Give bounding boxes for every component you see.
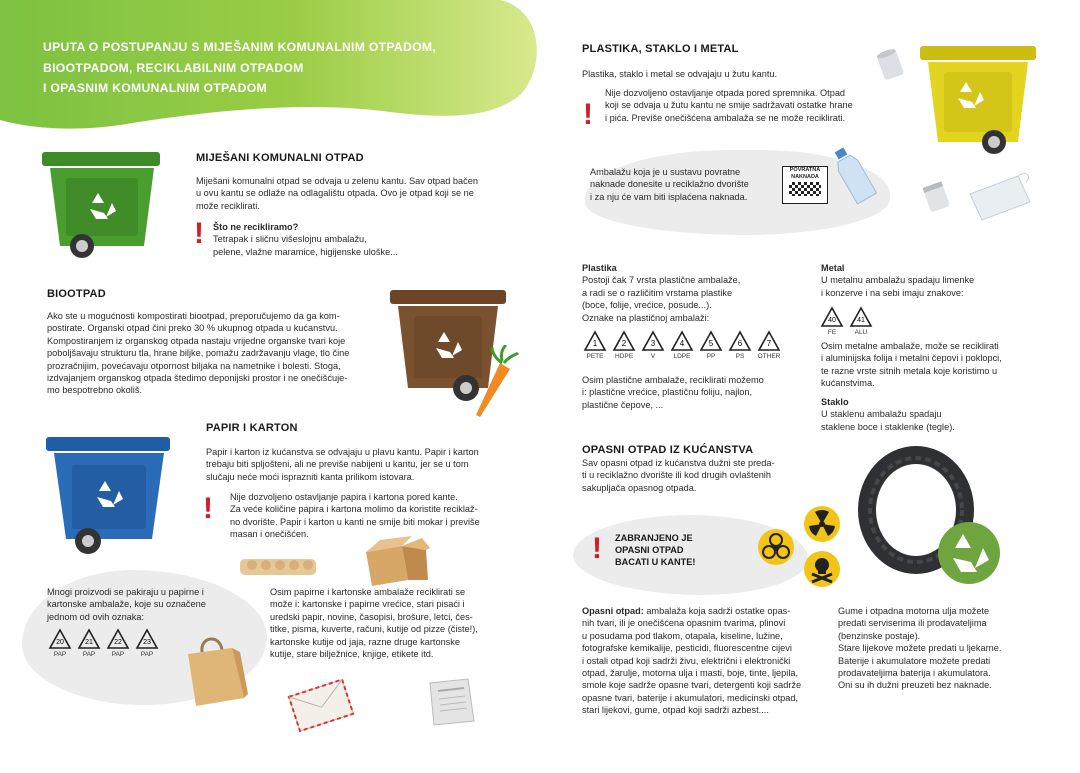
- paper-text: [206, 446, 526, 483]
- paper-recycle-line: Osim papirne i kartonske ambalaže reciklirati se: [270, 587, 466, 597]
- plastic-code-symbol: [757, 330, 781, 360]
- metal-code-number: 41: [857, 317, 865, 324]
- can-icon: [872, 46, 908, 82]
- paper-warning-line: no dvorište. Papir i karton u kanti ne smije biti mokar i previše: [230, 516, 480, 527]
- paper-codes-line: Mnogi proizvodi se pakiraju u papirne i: [47, 587, 204, 597]
- plastika-line: Postoji čak 7 vrsta plastične ambalaže,: [582, 275, 741, 286]
- plastika-extra-line: i: plastične vrećice, plastičnu foliju, najlon,: [582, 387, 753, 398]
- metal-line: i konzerve i na sebi imaju znakove:: [821, 287, 964, 298]
- plastic-code-symbol: [670, 330, 694, 360]
- plastic-code-symbol: [612, 330, 636, 360]
- bio-text-line: prozračnijim, povećavaju otpornost biljaka na nametnike i bolesti. Stoga,: [47, 360, 341, 371]
- hazard-detail-line: otpad, žarulje, motorna ulja i masti, boje, tinte, ljepila,: [582, 668, 799, 679]
- page-title: [43, 37, 436, 99]
- paper-text-line: slučaju neće moći isprazniti kanta prilikom istovara.: [206, 471, 415, 482]
- warning-exclamation-icon: !: [203, 492, 213, 525]
- banned-line: OPASNI OTPAD: [615, 545, 684, 555]
- hazard-right-line: Stare lijekove možete predati u ljekarne.: [838, 643, 1002, 654]
- hazard-title: OPASNI OTPAD IZ KUĆANSTVA: [582, 444, 754, 456]
- plastic-code-list: [583, 330, 786, 360]
- plastic-code-label: PS: [735, 353, 745, 360]
- metal-extra-line: Osim metalne ambalaže, može se reciklirati: [821, 341, 999, 351]
- paper-recycle-line: kartonske kutije od jaja, razne druge kartonske: [270, 636, 460, 647]
- paper-code-label: PAP: [111, 651, 125, 658]
- deposit-sign-line: NAKNADA: [791, 173, 819, 180]
- mixed-text-line: u ovu kantu se odlaže na odlagalištu otpada. Ovo je otpad koji se ne: [196, 188, 474, 199]
- blue-bin-icon: [44, 435, 174, 557]
- mixed-warning-line: pelene, vlažne maramice, higijenske uloške...: [213, 246, 398, 257]
- hazard-detail-line: smole koje sadrže opasne tvari, detergenti koji sadrže: [582, 680, 802, 691]
- paper-code-number: 23: [143, 639, 151, 646]
- plastic-warning-line: Nije dozvoljeno ostavljanje otpada pored spremnika. Otpad: [605, 88, 846, 98]
- plastic-title: PLASTIKA, STAKLO I METAL: [582, 43, 739, 55]
- plastic-warning-line: i pića. Previše onečišćena ambalaža se ne može reciklirati.: [605, 112, 846, 123]
- deposit-text-line: naknade donesite u reciklažno dvorište: [590, 179, 749, 190]
- plastic-bag-icon: [964, 170, 1036, 224]
- metal-code-symbol: [849, 306, 873, 336]
- paper-code-list: [48, 628, 164, 658]
- paper-codes-line: kartonske ambalaže, koje su označene: [47, 599, 206, 610]
- yellow-bin-icon: [918, 44, 1038, 160]
- plastic-warning: [605, 87, 885, 124]
- paper-recycle-line: kutije, stare bilježnice, knjige, etikete itd.: [270, 649, 434, 660]
- metal-block: [821, 262, 1041, 299]
- egg-carton-icon: [238, 553, 318, 579]
- bio-text-line: izdvajanjem organskog otpada štedimo deponijski prostor i ne onečišćuje-: [47, 373, 348, 384]
- hazard-detail-line: fotografske kemikalije, pesticidi, fluorescentne cijevi: [582, 643, 792, 654]
- plastika-line: Oznake na plastičnoj ambalaži:: [582, 312, 710, 323]
- mixed-warning: [213, 221, 513, 258]
- paper-code-symbol: [48, 628, 72, 658]
- metal-code-label: ALU: [854, 329, 868, 336]
- paper-code-symbol: [106, 628, 130, 658]
- banned-text: [615, 532, 695, 568]
- paper-code-label: PAP: [53, 651, 67, 658]
- plastic-code-label: PETE: [586, 353, 604, 360]
- paper-code-symbol: [77, 628, 101, 658]
- hazard-detail-first-text: ambalaža koja sadrži ostatke opas-: [643, 606, 791, 616]
- hazard-right-line: predati serviserima ili prodavateljima: [838, 618, 987, 629]
- bio-text-line: postirate. Organski otpad čini preko 30 % ukupnog otpada u kućanstvu.: [47, 323, 338, 334]
- glass-line: staklene boce i staklenke (tegle).: [821, 421, 955, 432]
- paper-text-line: Papir i karton iz kućanstva se odvajaju u plavu kantu. Papir i karton: [206, 447, 479, 457]
- hazard-right-line: Oni su ih dužni preuzeti bez naknade.: [838, 680, 992, 691]
- paper-recycle-line: može i: kartonske i papirne vrećice, stari pisaći i: [270, 599, 465, 610]
- plastic-code-label: LDPE: [673, 353, 691, 360]
- metal-extra: [821, 340, 1041, 390]
- hazard-text: [582, 457, 822, 494]
- plastic-code-label: PP: [706, 353, 716, 360]
- cardbox-icon: [360, 536, 432, 588]
- bio-text-line: mo bespotrebno okoliš.: [47, 385, 142, 396]
- glass-line: U staklenu ambalažu spadaju: [821, 409, 942, 420]
- paper-warning-line: Nije dozvoljeno ostavljanje papira i kartona pored kante.: [230, 492, 458, 502]
- banned-line: ZABRANJENO JE: [615, 533, 693, 543]
- bio-text-line: Ako ste u mogućnosti kompostirati biootpad, preporučujemo da ga kom-: [47, 311, 340, 321]
- bio-text: [47, 310, 387, 397]
- hazard-detail-line: i ostali otpad koji sadrži živu, električni i elektronički: [582, 655, 791, 666]
- paper-code-number: 21: [85, 639, 93, 646]
- plastic-code-number: 4: [679, 339, 685, 348]
- hazard-right-line: Gume i otpadna motorna ulja možete: [838, 606, 990, 616]
- plastic-code-number: 6: [737, 339, 743, 348]
- plastic-code-number: 7: [766, 339, 772, 348]
- hazard-detail: [582, 605, 822, 717]
- hazard-detail-label: Opasni otpad:: [582, 606, 644, 616]
- paper-recycle-line: uredski papir, novine, časopisi, brošure, letci, čes-: [270, 611, 473, 622]
- bio-text-line: Kompostiranjem iz organskog otpada nastaju vrijedne organske tvari koje: [47, 335, 346, 346]
- deposit-text-line: Ambalažu koja je u sustavu povratne: [590, 167, 741, 177]
- mixed-text-line: može reciklirati.: [196, 200, 260, 211]
- hazard-right-line: prodavateljima baterija i akumulatora.: [838, 668, 991, 679]
- hazard-right-line: Baterije i akumulatore možete predati: [838, 655, 991, 666]
- hazard-right: [838, 605, 1058, 692]
- hazard-detail-first: [582, 605, 822, 617]
- mixed-title: MIJEŠANI KOMUNALNI OTPAD: [196, 152, 364, 164]
- carrot-icon: [470, 345, 520, 420]
- plastika-extra-line: Osim plastične ambalaže, reciklirati možemo: [582, 375, 764, 385]
- page-title-line-2: BIOOTPADOM, RECIKLABILNIM OTPADOM: [43, 60, 304, 75]
- hazard-text-line: sakupljača opasnog otpada.: [582, 482, 697, 493]
- paper-code-symbol: [135, 628, 159, 658]
- hazard-text-line: Sav opasni otpad iz kućanstva dužni ste preda-: [582, 458, 775, 468]
- mixed-warning-title: Što ne recikliramo?: [213, 222, 299, 232]
- deposit-text: [590, 166, 780, 203]
- page-title-line-3: I OPASNIM KOMUNALNIM OTPADOM: [43, 81, 267, 95]
- paper-codes-text: [47, 586, 257, 623]
- plastic-code-number: 3: [650, 339, 656, 348]
- plastika-line: a radi se o različitim vrstama plastike: [582, 287, 733, 298]
- metal-code-number: 40: [828, 317, 836, 324]
- paper-warning: [230, 491, 530, 541]
- plastic-bottle-icon: [834, 140, 880, 206]
- metal-code-symbol: [820, 306, 844, 336]
- plastika-title: Plastika: [582, 263, 617, 273]
- plastic-code-label: V: [650, 353, 656, 360]
- paper-recycle-text: [270, 586, 520, 660]
- hazard-text-line: ti u reciklažno dvorište ili kod drugih ovlaštenih: [582, 470, 771, 481]
- hazard-detail-line: stari lijekovi, gume, otpad koji sadrži azbest....: [582, 705, 769, 716]
- plastika-line: (boce, folije, vrećice, posude...).: [582, 300, 712, 311]
- poison-skull-icon: [803, 550, 841, 588]
- newspaper-icon: [424, 675, 480, 729]
- plastic-code-label: OTHER: [757, 353, 781, 360]
- plastika-extra-line: plastične čepove, ...: [582, 399, 664, 410]
- plastika-extra: [582, 374, 802, 411]
- recycle-circle-icon: [936, 520, 1002, 586]
- metal-code-label: FE: [827, 329, 837, 336]
- warning-exclamation-icon: !: [592, 532, 602, 565]
- paper-warning-line: masan i onečišćen.: [230, 529, 309, 540]
- envelopes-icon: [283, 673, 361, 737]
- warning-exclamation-icon: !: [194, 217, 204, 250]
- plastic-intro: Plastika, staklo i metal se odvajaju u žutu kantu.: [582, 69, 778, 79]
- plastic-code-number: 2: [621, 339, 627, 348]
- glass-jar-icon: [918, 178, 954, 214]
- bio-text-line: poboljšavaju strukturu tla, hrane biljke, pomažu zadržavanju vlage, tlo čine: [47, 348, 350, 359]
- metal-code-list: [820, 306, 878, 336]
- green-bin-icon: [40, 150, 164, 262]
- plastic-code-label: HDPE: [614, 353, 634, 360]
- metal-title: Metal: [821, 263, 845, 273]
- paper-recycle-line: titke, pisma, kuverte, računi, kutije od pizze (čiste!),: [270, 624, 478, 635]
- metal-line: U metalnu ambalažu spadaju limenke: [821, 275, 975, 286]
- paper-code-number: 22: [114, 639, 122, 646]
- deposit-text-line: i za nju će vam biti isplaćena naknada.: [590, 191, 748, 202]
- paper-codes-line: jednom od ovih oznaka:: [47, 611, 145, 622]
- hazard-detail-line: nih tvari, ili je onečišćena opasnim tvarima, plinovi: [582, 618, 786, 629]
- plastic-code-number: 1: [592, 339, 598, 348]
- paper-bag-icon: [180, 632, 250, 710]
- paper-code-label: PAP: [82, 651, 96, 658]
- plastika-block: [582, 262, 802, 324]
- paper-title: PAPIR I KARTON: [206, 422, 298, 434]
- warning-exclamation-icon: !: [583, 98, 593, 131]
- radiation-icon: [803, 505, 841, 543]
- plastic-code-symbol: [583, 330, 607, 360]
- glass-block: [821, 396, 1041, 433]
- paper-text-line: trebaju biti spljošteni, ali ne previše nabijeni u kantu, jer se u tom: [206, 459, 469, 470]
- banned-line: BACATI U KANTE!: [615, 557, 696, 567]
- plastic-code-symbol: [641, 330, 665, 360]
- biohazard-icon: [757, 528, 795, 566]
- hazard-detail-line: opasne tvari, baterije i akumulatori, medicinski otpad,: [582, 692, 799, 703]
- mixed-text: [196, 175, 526, 212]
- plastic-code-symbol: [699, 330, 723, 360]
- plastic-warning-line: koji se odvaja u žutu kantu ne smije sadržavati ostatke hrane: [605, 100, 853, 111]
- mixed-text-line: Miješani komunalni otpad se odvaja u zelenu kantu. Sav otpad bačen: [196, 176, 478, 186]
- mixed-warning-line: Tetrapak i sličnu višeslojnu ambalažu,: [213, 234, 367, 245]
- metal-extra-line: kućanstvima.: [821, 378, 875, 389]
- deposit-sign-icon: [782, 166, 828, 204]
- page-title-line-1: UPUTA O POSTUPANJU S MIJEŠANIM KOMUNALNIM OTPADOM,: [43, 40, 437, 54]
- metal-extra-line: te razne vrste sitnih metala koje koristimo u: [821, 365, 998, 376]
- paper-code-number: 20: [56, 639, 64, 646]
- glass-title: Staklo: [821, 397, 849, 407]
- plastic-code-number: 5: [708, 339, 714, 348]
- hazard-right-line: (benzinske postaje).: [838, 630, 921, 641]
- paper-warning-line: Za veće količine papira i kartona molimo da koristite reciklaž-: [230, 504, 478, 515]
- plastic-code-symbol: [728, 330, 752, 360]
- hazard-detail-line: u posudama pod tlakom, otapala, kiseline, lužine,: [582, 630, 783, 641]
- bio-title: BIOOTPAD: [47, 288, 106, 300]
- metal-extra-line: i aluminijska folija i metalni čepovi i poklopci,: [821, 353, 1002, 364]
- paper-code-label: PAP: [140, 651, 154, 658]
- deposit-sign-line: POVRATNA: [789, 167, 821, 173]
